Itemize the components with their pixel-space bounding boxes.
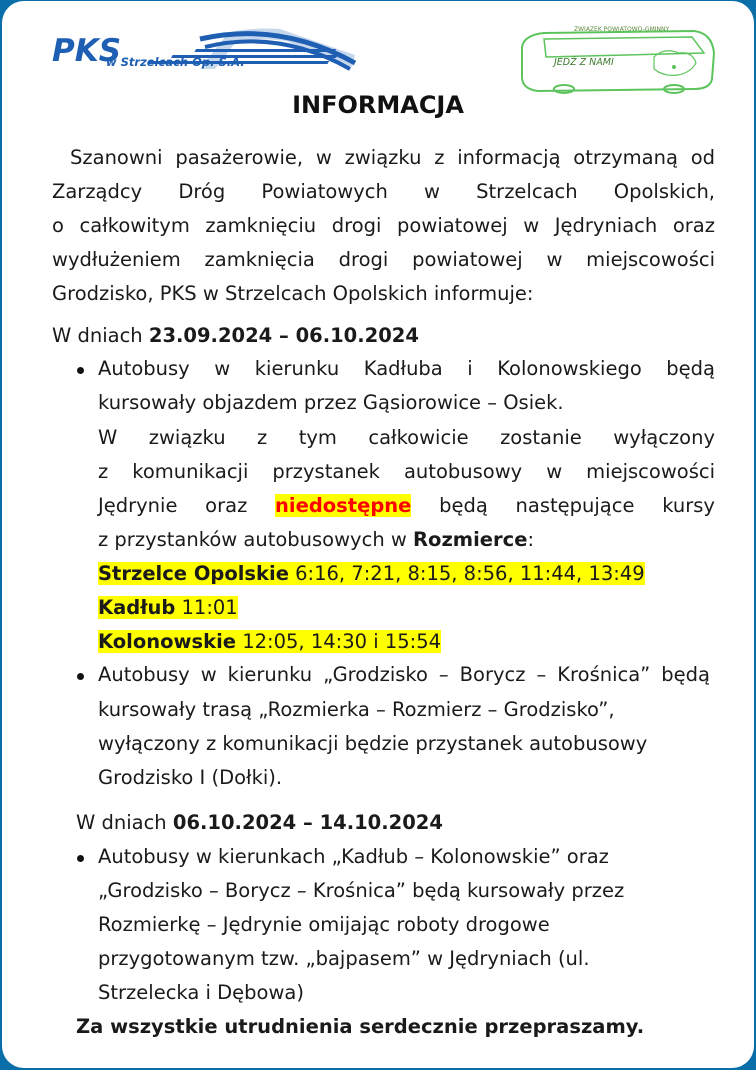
bullet-1-line-5-a: Jędrynie oraz <box>98 494 248 517</box>
bullet-1-line-5-b: będą następujące <box>439 494 635 517</box>
intro-line-4: wydłużeniem zamknięcia drogi powiatowej w miejscowości <box>52 248 715 271</box>
bullet-1-line-1: Autobusy w kierunku Kadłuba i Kolonowskiego będą <box>98 357 715 380</box>
bullet-1-line-5 <box>98 494 715 517</box>
period-2-dates: 06.10.2024 – 14.10.2024 <box>172 811 443 834</box>
departure-stop: Kadłub <box>98 596 176 619</box>
intro-line-1: Szanowni pasażerowie, w związku z informacją otrzymaną od <box>70 146 715 169</box>
departure-row-strzelce <box>98 562 645 585</box>
pks-logo <box>50 25 360 75</box>
bullet-3-line-1: Autobusy w kierunkach „Kadłub – Kolonowskie” oraz <box>98 845 609 868</box>
bullet-1-line-6-c: : <box>527 528 535 551</box>
intro-line-2: Zarządcy Dróg Powiatowych w Strzelcach Opolskich, <box>52 180 715 203</box>
bus-logo-top-text: ZWIĄZEK POWIATOWO-GMINNY <box>574 26 670 33</box>
bullet-1-line-6 <box>98 528 534 551</box>
period-2-heading <box>76 811 443 834</box>
bullet-1-line-4: z komunikacji przystanek autobusowy w miejscowości <box>98 460 715 483</box>
departure-times: 11:01 <box>175 596 238 619</box>
rozmierce-label: Rozmierce <box>413 528 528 551</box>
unavailable-highlight: niedostępne <box>275 494 412 517</box>
bullet-1-line-3: W związku z tym całkowicie zostanie wyłączony <box>98 426 715 449</box>
departure-times: 12:05, 14:30 i 15:54 <box>236 630 442 653</box>
period-2-prefix: W dniach <box>76 811 173 834</box>
departure-row-kadlub <box>98 596 238 619</box>
bus-logo <box>514 17 718 97</box>
bullet-2-line-4: Grodzisko I (Dołki). <box>98 766 283 789</box>
bus-logo-slogan: JEDŹ Z NAMI <box>554 57 614 68</box>
pks-logo-subtext: w Strzelcach Op. S.A. <box>106 55 245 69</box>
bullet-2-line-3: wyłączony z komunikacji będzie przystanek autobusowy <box>98 732 648 755</box>
departure-row-kolonowskie <box>98 630 441 653</box>
departure-times: 6:16, 7:21, 8:15, 8:56, 11:44, 13:49 <box>288 562 645 585</box>
pks-logo-text: PKS <box>52 33 122 69</box>
period-1-dates: 23.09.2024 – 06.10.2024 <box>148 324 419 347</box>
closing-apology: Za wszystkie utrudnienia serdecznie przepraszamy. <box>76 1015 645 1038</box>
intro-line-5: Grodzisko, PKS w Strzelcach Opolskich informuje: <box>52 282 534 305</box>
bullet-3-line-2: „Grodzisko – Borycz – Krośnica” będą kursowały przez <box>98 879 625 902</box>
bullet-3-line-5: Strzelecka i Dębowa) <box>98 981 304 1004</box>
bullet-1-line-6-a: z przystanków autobusowych w <box>98 528 414 551</box>
period-1-heading <box>52 324 419 347</box>
notice-sheet <box>2 1 754 1068</box>
bullet-2-marker <box>77 673 84 680</box>
bullet-1-line-5-c: kursy <box>662 494 715 517</box>
departure-stop: Strzelce Opolskie <box>98 562 289 585</box>
bullet-2-line-2: kursowały trasą „Rozmierka – Rozmierz – Grodzisko”, <box>98 698 615 721</box>
bullet-3-line-4: przygotowanym tzw. „bajpasem” w Jędryniach (ul. <box>98 947 590 970</box>
page-title: INFORMACJA <box>292 91 464 119</box>
departure-stop: Kolonowskie <box>98 630 237 653</box>
bullet-1-marker <box>77 367 84 374</box>
bullet-1-line-2: kursowały objazdem przez Gąsiorowice – Osiek. <box>98 391 564 414</box>
bullet-3-line-3: Rozmierkę – Jędrynie omijając roboty drogowe <box>98 913 550 936</box>
bullet-2-line-1: Autobusy w kierunku „Grodzisko – Borycz – Krośnica” będą <box>98 663 710 686</box>
bullet-3-marker <box>77 855 84 862</box>
intro-line-3: o całkowitym zamknięciu drogi powiatowej w Jędryniach oraz <box>52 214 715 237</box>
period-1-prefix: W dniach <box>52 324 149 347</box>
